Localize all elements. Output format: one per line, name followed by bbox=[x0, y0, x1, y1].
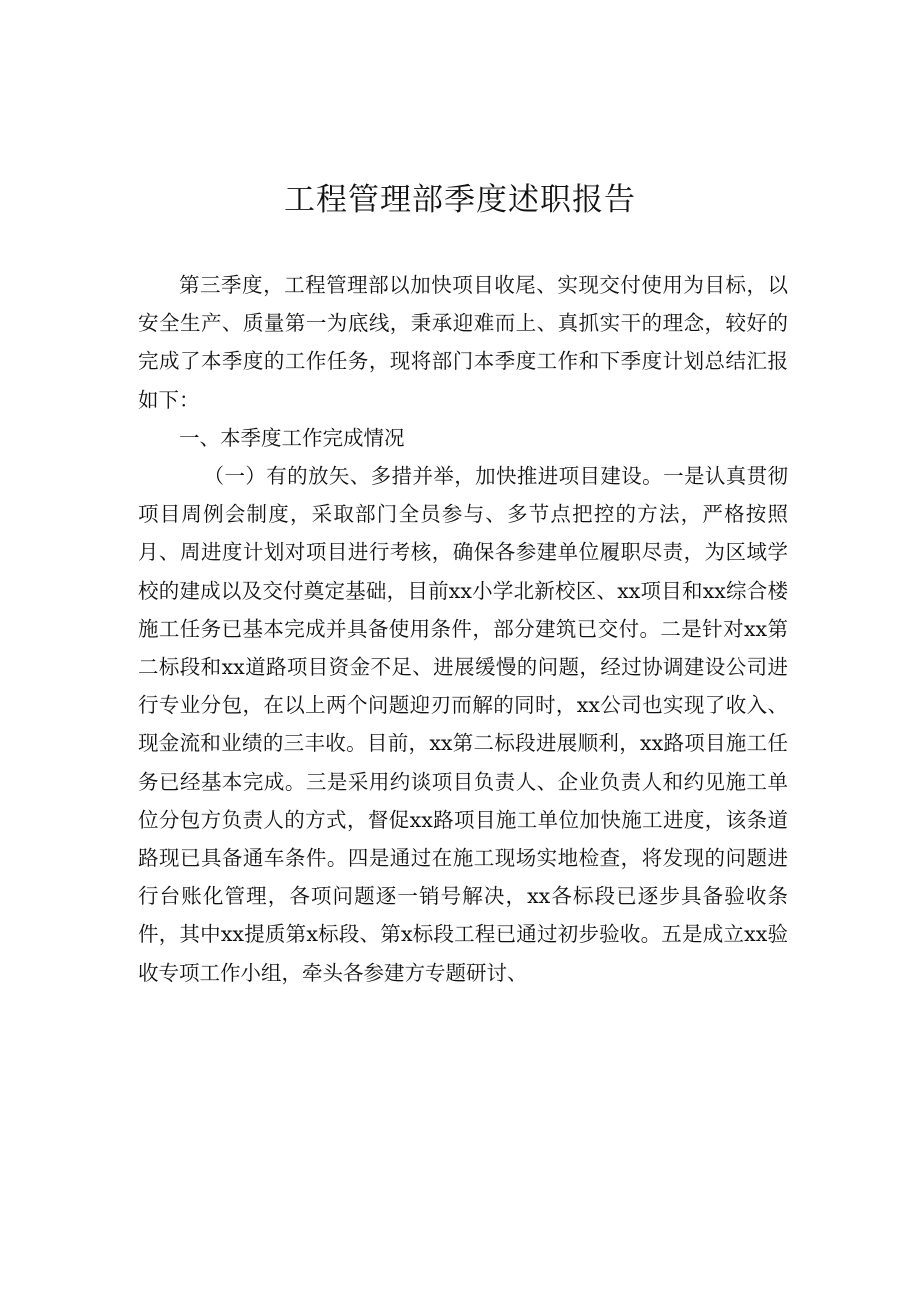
section-heading: 一、本季度工作完成情况 bbox=[179, 425, 405, 450]
document-body bbox=[138, 266, 788, 992]
document-title: 工程管理部季度述职报告 bbox=[284, 182, 636, 218]
intro-paragraph: 第三季度，工程管理部以加快项目收尾、实现交付使用为目标，以安全生产、质量第一为底线，秉承迎难而上、真抓实干的理念，较好的完成了本季度的工作任务，现将部门本季度工作和下季度计划总结汇报如下： bbox=[138, 273, 788, 412]
subsection-paragraph: （一）有的放矢、多措并举，加快推进项目建设。一是认真贯彻项目周例会制度，采取部门全员参与、多节点把控的方法，严格按照月、周进度计划对项目进行考核，确保各参建单位履职尽责，为区域学校的建成以及交付奠定基础，目前xx小学北新校区、xx项目和xx综合楼施工任务已基本完成并具备使用条件，部分建筑已交付。二是针对xx第二标段和xx道路项目资金不足、进展缓慢的问题，经过协调建设公司进行专业分包，在以上两个问题迎刃而解的同时，xx公司也实现了收入、现金流和业绩的三丰收。目前，xx第二标段进展顺利，xx路项目施工任务已经基本完成。三是采用约谈项目负责人、企业负责人和约见施工单位分包方负责人的方式，督促xx路项目施工单位加快施工进度，该条道路现已具备通车条件。四是通过在施工现场实地检查，将发现的问题进行台账化管理，各项问题逐一销号解决，xx各标段已逐步具备验收条件，其中xx提质第x标段、第x标段工程已通过初步验收。五是成立xx验收专项工作小组，牵头各参建方专题研讨、 bbox=[138, 464, 788, 985]
